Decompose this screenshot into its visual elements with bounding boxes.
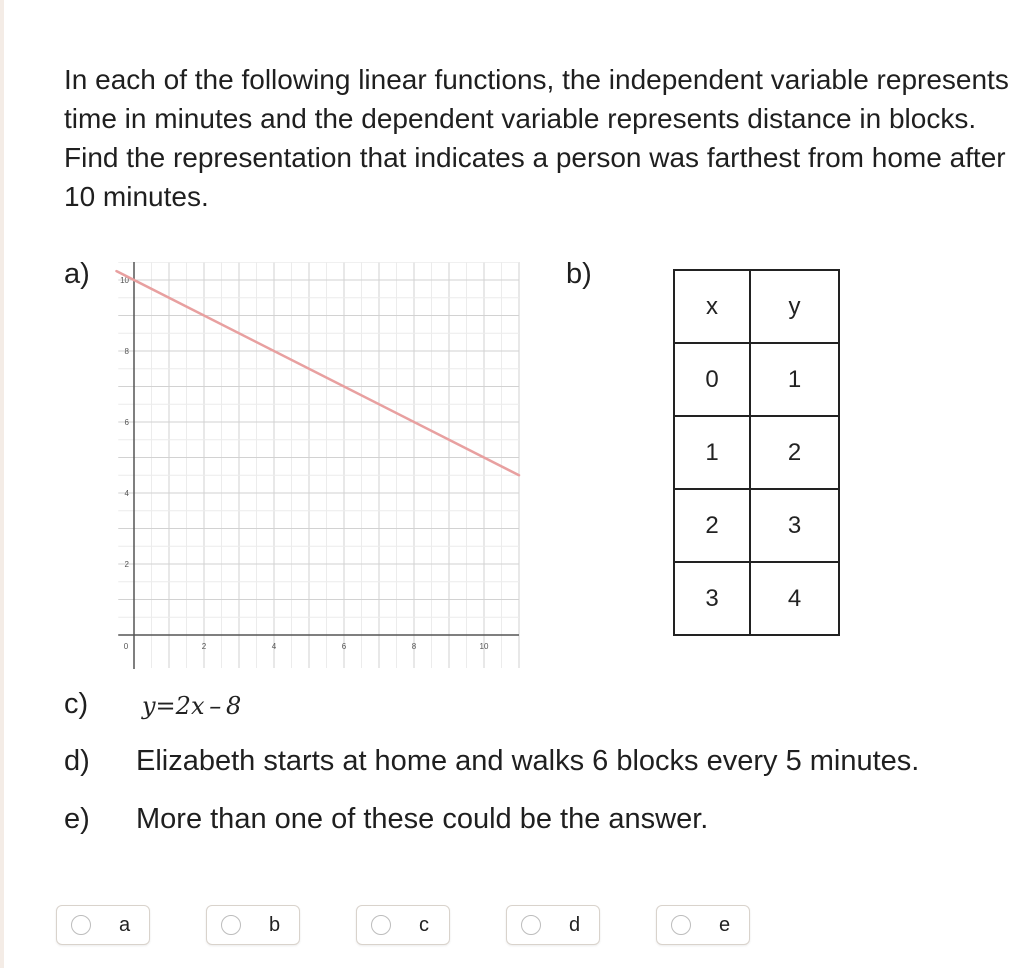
function-line (117, 271, 520, 475)
radio-icon[interactable] (371, 915, 391, 935)
choice-a-button[interactable] (56, 905, 150, 945)
x-tick-label: 4 (271, 642, 277, 651)
label-c: c) (64, 688, 89, 720)
x-tick-label: 2 (201, 642, 207, 651)
table-row (674, 562, 839, 635)
radio-icon[interactable] (71, 915, 91, 935)
y-tick-label: 6 (124, 418, 129, 427)
x-tick-label: 8 (411, 642, 417, 651)
table-header-row (674, 270, 839, 343)
line-graph (104, 262, 524, 672)
table-row (674, 489, 839, 562)
choice-label: a (119, 914, 131, 936)
choice-c-button[interactable] (356, 905, 450, 945)
option-e-text: More than one of these could be the answer. (136, 803, 709, 835)
table-cell: 1 (674, 416, 750, 489)
equation-c: y=2x – 8 (142, 692, 242, 720)
choice-d-button[interactable] (506, 905, 600, 945)
left-edge-bar (0, 0, 4, 968)
choice-label: d (569, 914, 581, 936)
table-header-y: y (750, 270, 839, 343)
question-text: In each of the following linear functions, the independent variable represents time in minutes and the dependent variable represents distance in blocks. Find the representation that indicates a person was farthest from home after 10 minutes. (64, 64, 1009, 212)
table-cell: 2 (750, 416, 839, 489)
table-cell: 3 (674, 562, 750, 635)
choice-b-button[interactable] (206, 905, 300, 945)
label-e: e) (64, 803, 90, 835)
label-b: b) (566, 258, 592, 290)
table-cell: 1 (750, 343, 839, 416)
y-tick-label: 8 (124, 347, 129, 356)
table-cell: 3 (750, 489, 839, 562)
option-d-text: Elizabeth starts at home and walks 6 blocks every 5 minutes. (136, 745, 920, 777)
radio-icon[interactable] (221, 915, 241, 935)
choice-e-button[interactable] (656, 905, 750, 945)
choice-label: b (269, 914, 281, 936)
table-cell: 2 (674, 489, 750, 562)
choice-label: e (719, 914, 731, 936)
table-row (674, 343, 839, 416)
x-tick-label: 0 (123, 642, 129, 651)
table-row (674, 416, 839, 489)
choice-label: c (419, 914, 429, 936)
label-a: a) (64, 258, 90, 290)
table-header-x: x (674, 270, 750, 343)
y-tick-label: 10 (120, 276, 129, 285)
table-cell: 4 (750, 562, 839, 635)
label-d: d) (64, 745, 90, 777)
radio-icon[interactable] (521, 915, 541, 935)
x-tick-label: 10 (479, 642, 489, 651)
table-cell: 0 (674, 343, 750, 416)
y-tick-label: 2 (124, 560, 129, 569)
x-tick-label: 6 (341, 642, 347, 651)
xy-table (673, 269, 840, 636)
radio-icon[interactable] (671, 915, 691, 935)
y-tick-label: 4 (124, 489, 129, 498)
